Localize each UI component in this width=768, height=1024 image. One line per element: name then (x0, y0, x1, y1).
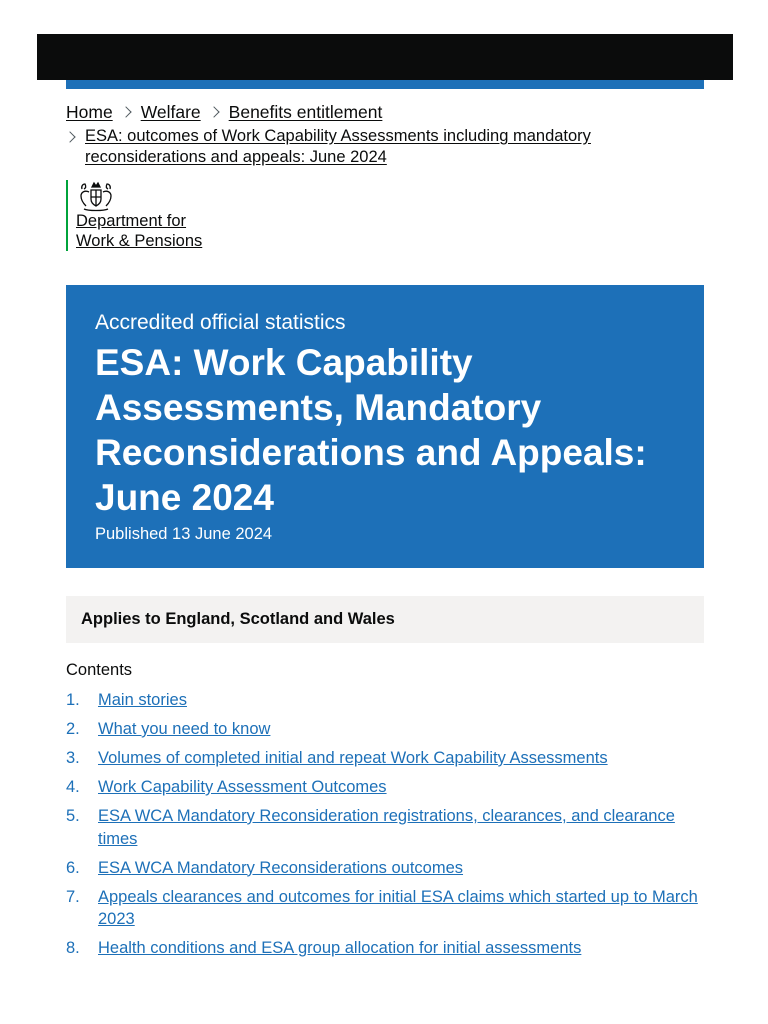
page-frame (37, 34, 733, 1024)
contents-item (66, 747, 704, 770)
chevron-right-icon (120, 106, 131, 117)
contents-link[interactable]: Volumes of completed initial and repeat Work Capability Assessments (98, 749, 608, 767)
contents-item (66, 718, 704, 741)
contents-item (66, 805, 704, 850)
breadcrumb-home[interactable]: Home (66, 102, 113, 122)
contents-item-number: 4. (66, 778, 80, 796)
applies-to-notice: Applies to England, Scotland and Wales (66, 596, 704, 643)
contents-link[interactable]: What you need to know (98, 720, 271, 738)
header-blue-strip (66, 80, 704, 89)
breadcrumb-benefits-entitlement[interactable]: Benefits entitlement (228, 102, 383, 122)
contents-item (66, 937, 704, 960)
published-date: Published 13 June 2024 (95, 525, 273, 543)
title-banner (66, 285, 704, 568)
contents-list (66, 689, 704, 960)
organisation-name-link[interactable]: Department for Work & Pensions (76, 212, 203, 250)
document-type: Accredited official statistics (95, 311, 346, 334)
contents-item (66, 689, 704, 712)
breadcrumb-current-collection[interactable]: ESA: outcomes of Work Capability Assessments including mandatory reconsiderations and appeals: June 2024 (85, 127, 591, 166)
breadcrumb (66, 101, 704, 168)
contents-item-number: 6. (66, 858, 80, 877)
contents-item-number: 2. (66, 720, 80, 738)
page-title: ESA: Work Capability Assessments, Mandatory Reconsiderations and Appeals: June 2024 (95, 342, 647, 518)
chevron-right-icon (64, 131, 75, 142)
contents-link[interactable]: Main stories (98, 691, 187, 709)
contents-link[interactable]: Health conditions and ESA group allocation for initial assessments (98, 939, 582, 957)
contents-item-number: 1. (66, 691, 80, 709)
royal-coat-of-arms-icon (76, 180, 116, 212)
breadcrumb-row (66, 101, 704, 123)
chevron-right-icon (208, 106, 219, 117)
organisation-logo (66, 180, 206, 251)
contents-item (66, 886, 704, 931)
contents-item-number: 7. (66, 887, 80, 906)
breadcrumb-welfare[interactable]: Welfare (140, 102, 201, 122)
contents-item-number: 3. (66, 749, 80, 767)
contents-item (66, 857, 704, 880)
contents-link[interactable]: ESA WCA Mandatory Reconsideration registrations, clearances, and clearance times (98, 807, 675, 848)
breadcrumb-row (66, 126, 704, 168)
contents-heading: Contents (66, 661, 133, 679)
contents-link[interactable]: Appeals clearances and outcomes for initial ESA claims which started up to March 2023 (98, 887, 698, 928)
contents-link[interactable]: Work Capability Assessment Outcomes (98, 778, 387, 796)
main-content (66, 89, 704, 966)
contents-link[interactable]: ESA WCA Mandatory Reconsiderations outcomes (98, 858, 464, 877)
contents-item-number: 8. (66, 939, 80, 957)
contents-item-number: 5. (66, 807, 80, 825)
site-header (37, 34, 733, 80)
contents-item (66, 776, 704, 799)
